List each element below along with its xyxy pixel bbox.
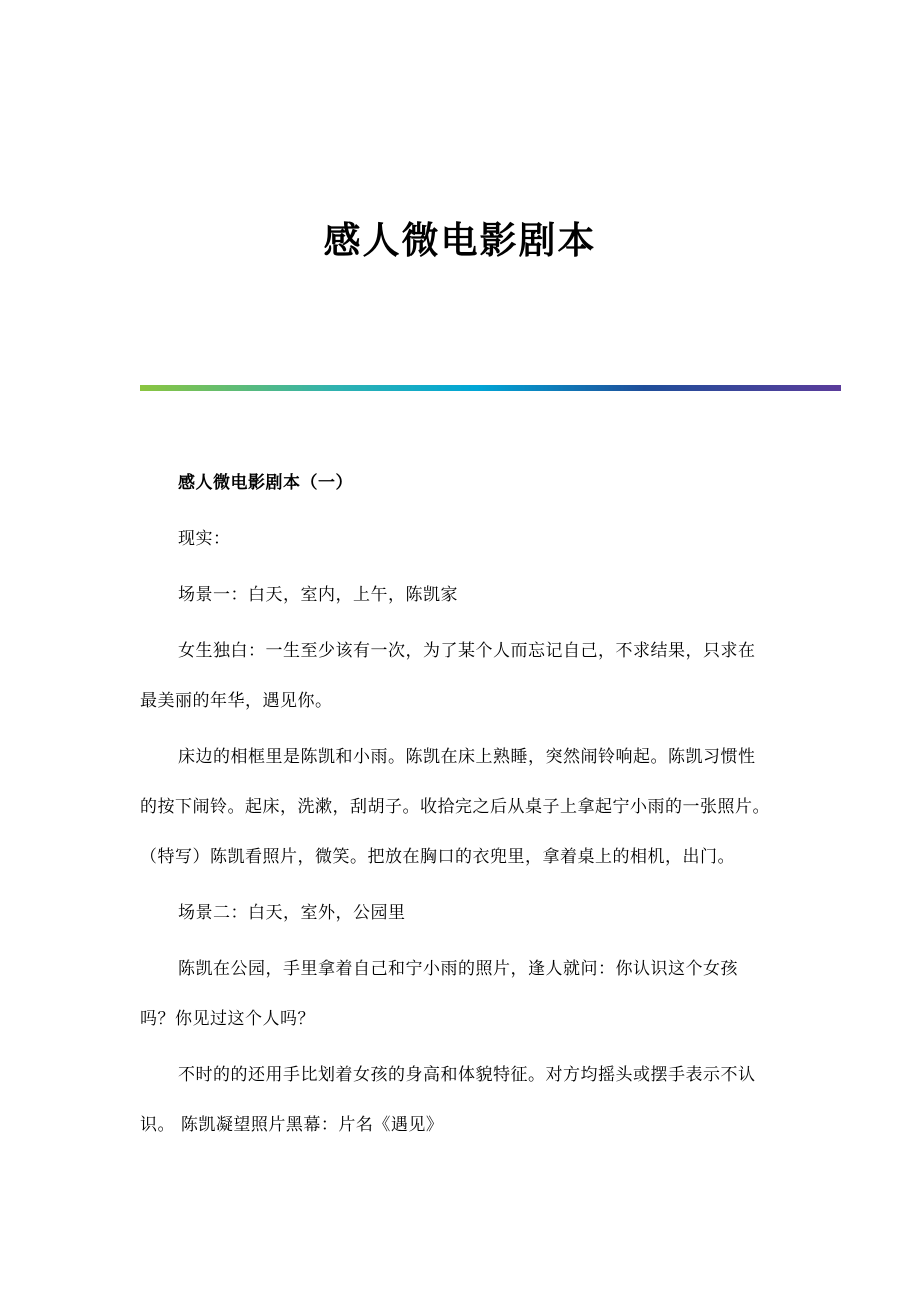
paragraph-monologue: 女生独白：一生至少该有一次，为了某个人而忘记自己，不求结果，只求在最美丽的年华，遇见你。 — [140, 641, 756, 711]
paragraph-bedroom: 床边的相框里是陈凯和小雨。陈凯在床上熟睡，突然闹铃响起。陈凯习惯性的按下闹铃。起床，洗漱，刮胡子。收拾完之后从桌子上拿起宁小雨的一张照片。（特写）陈凯看照片，微笑。把放在胸口的衣兜里，拿着桌上的相机，出门。 — [140, 747, 770, 867]
paragraph-reality: 现实： — [178, 529, 231, 549]
section-subtitle: 感人微电影剧本（一） — [178, 473, 353, 493]
paragraph-scene-one: 场景一：白天，室内，上午，陈凯家 — [178, 585, 458, 605]
gradient-divider — [140, 385, 841, 391]
paragraph-park: 陈凯在公园，手里拿着自己和宁小雨的照片，逢人就问：你认识这个女孩吗？你见过这个人吗？ — [140, 959, 738, 1029]
page-title: 感人微电影剧本 — [323, 218, 597, 262]
paragraph-scene-two: 场景二：白天，室外，公园里 — [178, 903, 406, 923]
paragraph-title-card: 不时的的还用手比划着女孩的身高和体貌特征。对方均摇头或摆手表示不认识。 陈凯凝望照片黑幕：片名《遇见》 — [140, 1065, 756, 1135]
document-body — [140, 458, 772, 1156]
